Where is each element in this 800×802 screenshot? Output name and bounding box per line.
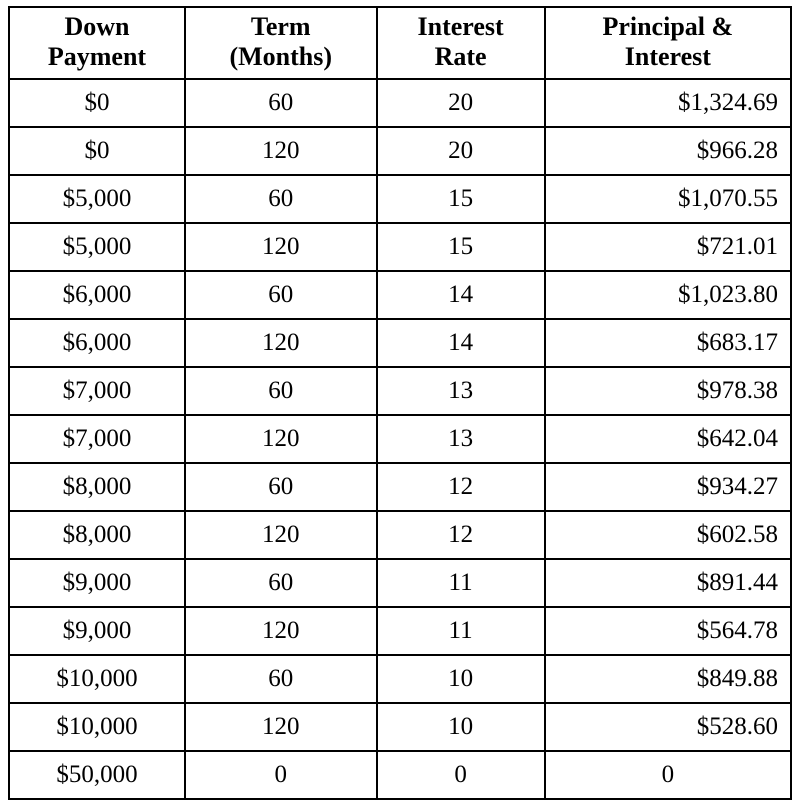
cell-interest-rate: 11	[377, 559, 545, 607]
cell-interest-rate: 14	[377, 271, 545, 319]
cell-down-payment: $0	[9, 79, 185, 127]
column-header-term-line-2: (Months)	[229, 41, 332, 71]
cell-down-payment: $8,000	[9, 511, 185, 559]
cell-interest-rate: 11	[377, 607, 545, 655]
cell-interest-rate: 20	[377, 127, 545, 175]
cell-principal-interest: $683.17	[545, 319, 791, 367]
loan-amortization-table	[8, 6, 792, 800]
cell-principal-interest: $721.01	[545, 223, 791, 271]
cell-principal-interest: $1,023.80	[545, 271, 791, 319]
table-body	[9, 79, 791, 799]
column-header-principal-interest-line-2: Interest	[624, 41, 711, 71]
table-row	[9, 175, 791, 223]
column-header-term	[185, 7, 377, 79]
cell-interest-rate: 20	[377, 79, 545, 127]
table-row	[9, 559, 791, 607]
cell-down-payment: $10,000	[9, 703, 185, 751]
cell-principal-interest: $1,070.55	[545, 175, 791, 223]
table-header-row	[9, 7, 791, 79]
cell-principal-interest: $934.27	[545, 463, 791, 511]
cell-down-payment: $5,000	[9, 175, 185, 223]
cell-down-payment: $5,000	[9, 223, 185, 271]
cell-down-payment: $0	[9, 127, 185, 175]
cell-term: 60	[185, 559, 377, 607]
cell-term: 120	[185, 127, 377, 175]
cell-term: 60	[185, 463, 377, 511]
cell-interest-rate: 10	[377, 655, 545, 703]
cell-term: 120	[185, 223, 377, 271]
cell-principal-interest: $564.78	[545, 607, 791, 655]
cell-down-payment: $7,000	[9, 415, 185, 463]
table-row	[9, 751, 791, 799]
column-header-down-payment-line-2: Payment	[47, 41, 147, 71]
table-row	[9, 223, 791, 271]
cell-term: 60	[185, 655, 377, 703]
cell-down-payment: $50,000	[9, 751, 185, 799]
cell-interest-rate: 14	[377, 319, 545, 367]
cell-term: 120	[185, 415, 377, 463]
cell-interest-rate: 13	[377, 367, 545, 415]
cell-term: 60	[185, 175, 377, 223]
cell-interest-rate: 12	[377, 463, 545, 511]
column-header-principal-interest	[545, 7, 791, 79]
cell-principal-interest: $966.28	[545, 127, 791, 175]
cell-interest-rate: 13	[377, 415, 545, 463]
column-header-down-payment-line-1: Down	[64, 12, 130, 41]
cell-term: 60	[185, 271, 377, 319]
cell-interest-rate: 15	[377, 175, 545, 223]
column-header-interest-rate-line-1: Interest	[417, 12, 504, 41]
table-row	[9, 79, 791, 127]
cell-down-payment: $6,000	[9, 271, 185, 319]
cell-principal-interest: $978.38	[545, 367, 791, 415]
cell-term: 120	[185, 511, 377, 559]
cell-interest-rate: 12	[377, 511, 545, 559]
table-row	[9, 415, 791, 463]
column-header-interest-rate	[377, 7, 545, 79]
cell-interest-rate: 15	[377, 223, 545, 271]
column-header-principal-interest-line-1: Principal &	[602, 12, 734, 41]
table-row	[9, 703, 791, 751]
table-row	[9, 655, 791, 703]
column-header-down-payment	[9, 7, 185, 79]
cell-principal-interest: $1,324.69	[545, 79, 791, 127]
table-row	[9, 271, 791, 319]
cell-interest-rate: 10	[377, 703, 545, 751]
cell-term: 60	[185, 79, 377, 127]
cell-interest-rate: 0	[377, 751, 545, 799]
cell-down-payment: $9,000	[9, 559, 185, 607]
cell-term: 120	[185, 319, 377, 367]
cell-principal-interest: $528.60	[545, 703, 791, 751]
table-row	[9, 127, 791, 175]
table-row	[9, 607, 791, 655]
cell-principal-interest: $642.04	[545, 415, 791, 463]
column-header-interest-rate-line-2: Rate	[434, 41, 487, 71]
column-header-term-line-1: Term	[250, 12, 311, 41]
table-row	[9, 367, 791, 415]
cell-principal-interest: 0	[545, 751, 791, 799]
table-header	[9, 7, 791, 79]
cell-down-payment: $6,000	[9, 319, 185, 367]
cell-term: 60	[185, 367, 377, 415]
cell-principal-interest: $602.58	[545, 511, 791, 559]
cell-down-payment: $9,000	[9, 607, 185, 655]
cell-term: 120	[185, 703, 377, 751]
cell-principal-interest: $849.88	[545, 655, 791, 703]
table-row	[9, 319, 791, 367]
cell-down-payment: $7,000	[9, 367, 185, 415]
cell-term: 0	[185, 751, 377, 799]
cell-principal-interest: $891.44	[545, 559, 791, 607]
table-row	[9, 463, 791, 511]
cell-term: 120	[185, 607, 377, 655]
table-row	[9, 511, 791, 559]
cell-down-payment: $8,000	[9, 463, 185, 511]
cell-down-payment: $10,000	[9, 655, 185, 703]
